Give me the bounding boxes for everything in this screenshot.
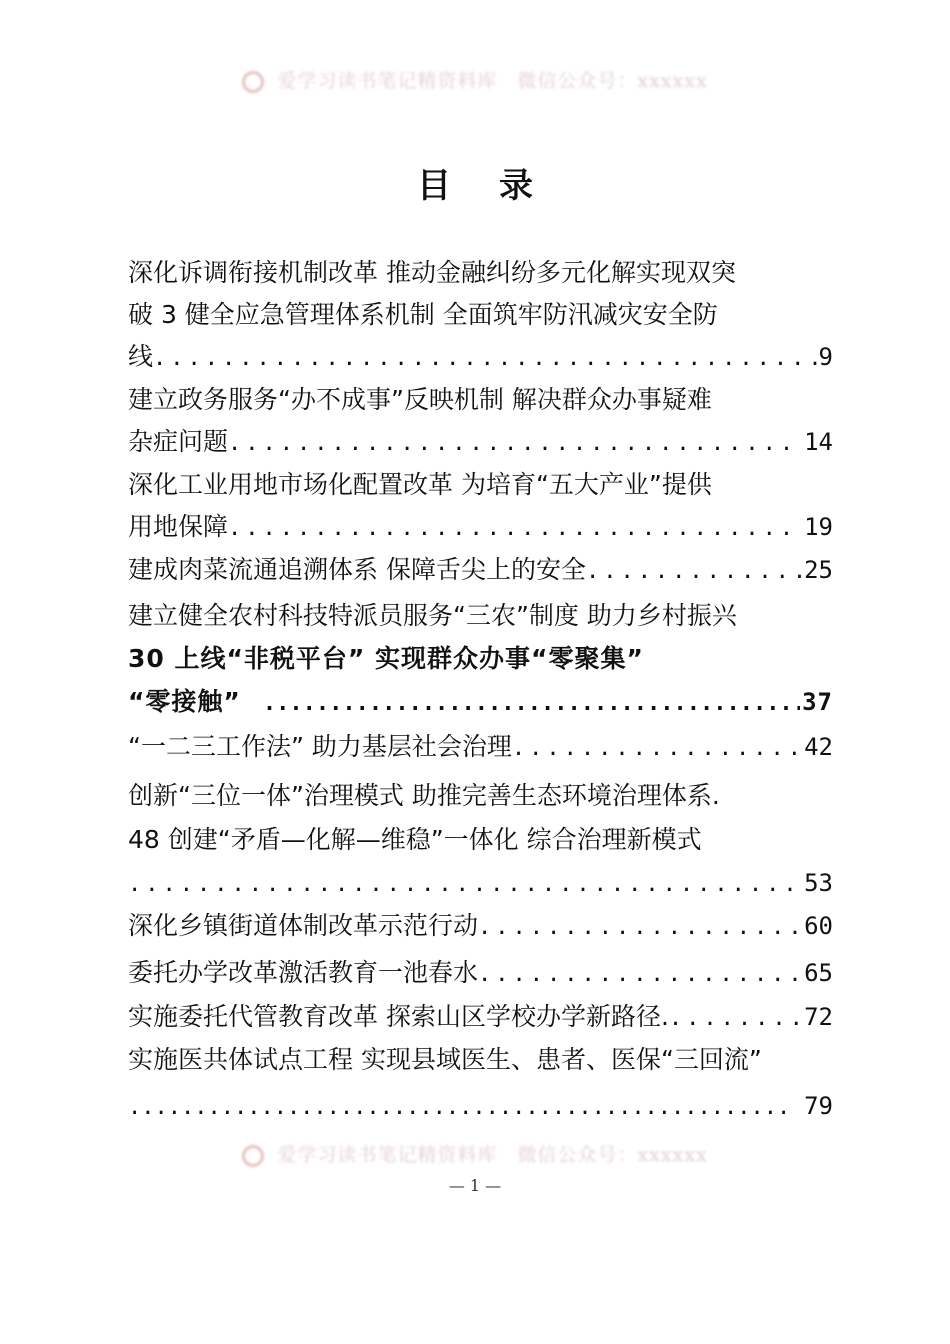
toc-entry[interactable] bbox=[128, 955, 833, 991]
watermark-footer bbox=[0, 1140, 950, 1167]
dot-leader bbox=[669, 1001, 802, 1035]
dot-leader bbox=[128, 1090, 794, 1124]
toc-page-number: 79 bbox=[804, 1092, 833, 1120]
toc-line[interactable] bbox=[128, 778, 833, 814]
toc-line[interactable] bbox=[128, 822, 833, 858]
toc-entry[interactable] bbox=[128, 339, 833, 375]
toc-page-number: 9 bbox=[818, 343, 833, 371]
watermark-logo-icon bbox=[242, 71, 264, 93]
toc-page-number: 14 bbox=[804, 428, 833, 456]
toc-line-text: 实施医共体试点工程 实现县域医生、患者、医保“三回流” bbox=[128, 1045, 762, 1074]
toc-line-text: “零接触” bbox=[128, 687, 241, 716]
toc-line-text: 委托办学改革激活教育一池春水 bbox=[128, 958, 479, 987]
toc-page-number: 53 bbox=[804, 869, 833, 897]
dot-leader bbox=[228, 511, 802, 545]
toc-line-text: 建成肉菜流通追溯体系 保障舌尖上的安全 bbox=[128, 555, 586, 584]
toc-entry[interactable] bbox=[128, 729, 833, 765]
toc-entry[interactable] bbox=[128, 424, 833, 460]
toc-entry[interactable] bbox=[128, 865, 833, 901]
toc-line-text: 用地保障 bbox=[128, 512, 229, 541]
watermark-text: 爱学习读书笔记精资料库 微信公众号：xxxxxx bbox=[277, 70, 708, 92]
toc-line-text: 建立健全农村科技特派员服务“三农”制度 助力乡村振兴 bbox=[128, 601, 737, 630]
toc-page-number: 19 bbox=[804, 513, 833, 541]
dot-leader bbox=[512, 731, 802, 765]
toc-page-number: 72 bbox=[804, 1003, 833, 1031]
footer-page-number: — 1 — bbox=[448, 1176, 502, 1195]
toc-line-text: 建立政务服务“办不成事”反映机制 解决群众办事疑难 bbox=[128, 385, 712, 414]
toc-line[interactable] bbox=[128, 255, 833, 291]
toc-page-number: 60 bbox=[804, 912, 833, 940]
toc-line-text: 线 bbox=[128, 342, 154, 371]
toc-line[interactable] bbox=[128, 641, 833, 677]
toc-line[interactable] bbox=[128, 1042, 833, 1078]
toc-line[interactable] bbox=[128, 297, 833, 333]
dot-leader bbox=[478, 910, 802, 944]
toc-page-number: 65 bbox=[804, 959, 833, 987]
watermark-header bbox=[0, 66, 950, 93]
toc-line-text: 48 创建“矛盾—化解—维稳”一体化 综合治理新模式 bbox=[128, 825, 702, 854]
toc-line[interactable] bbox=[128, 382, 833, 418]
dot-leader bbox=[153, 341, 817, 375]
toc-entry[interactable] bbox=[128, 908, 833, 944]
toc-line-text: 30 上线“非税平台” 实现群众办事“零聚集” bbox=[128, 644, 644, 673]
toc-entry[interactable] bbox=[128, 999, 833, 1035]
toc-entry[interactable] bbox=[128, 1088, 833, 1124]
dot-leader bbox=[228, 426, 802, 460]
watermark-logo-icon bbox=[242, 1145, 264, 1167]
dot-leader bbox=[128, 867, 802, 901]
toc-page-number: 25 bbox=[804, 556, 833, 584]
toc-entry[interactable] bbox=[128, 684, 833, 720]
toc-page-number: 42 bbox=[804, 733, 833, 761]
dot-leader bbox=[478, 957, 802, 991]
toc-line-text: 深化乡镇街道体制改革示范行动 bbox=[128, 911, 479, 940]
dot-leader bbox=[586, 554, 802, 588]
toc-entry[interactable] bbox=[128, 552, 833, 588]
toc-line-text: 破 3 健全应急管理体系机制 全面筑牢防汛减灾安全防 bbox=[128, 300, 718, 329]
toc-entry[interactable] bbox=[128, 509, 833, 545]
toc-line-text: 实施委托代管教育改革 探索山区学校办学新路径. bbox=[128, 1002, 669, 1031]
toc-line-text: 创新“三位一体”治理模式 助推完善生态环境治理体系. bbox=[128, 781, 720, 810]
toc-line-text: 深化诉调衔接机制改革 推动金融纠纷多元化解实现双突 bbox=[128, 258, 736, 287]
page-title: 目录 bbox=[417, 166, 581, 206]
toc-page-number: 37 bbox=[802, 688, 833, 716]
toc-line-text: 深化工业用地市场化配置改革 为培育“五大产业”提供 bbox=[128, 470, 712, 499]
toc-line[interactable] bbox=[128, 598, 833, 634]
toc-line-text: 杂症问题 bbox=[128, 427, 229, 456]
toc-line-text: “一二三工作法” 助力基层社会治理 bbox=[128, 732, 512, 761]
toc-line[interactable] bbox=[128, 467, 833, 503]
dot-leader bbox=[263, 686, 800, 720]
watermark-text: 爱学习读书笔记精资料库 微信公众号：xxxxxx bbox=[277, 1144, 708, 1166]
